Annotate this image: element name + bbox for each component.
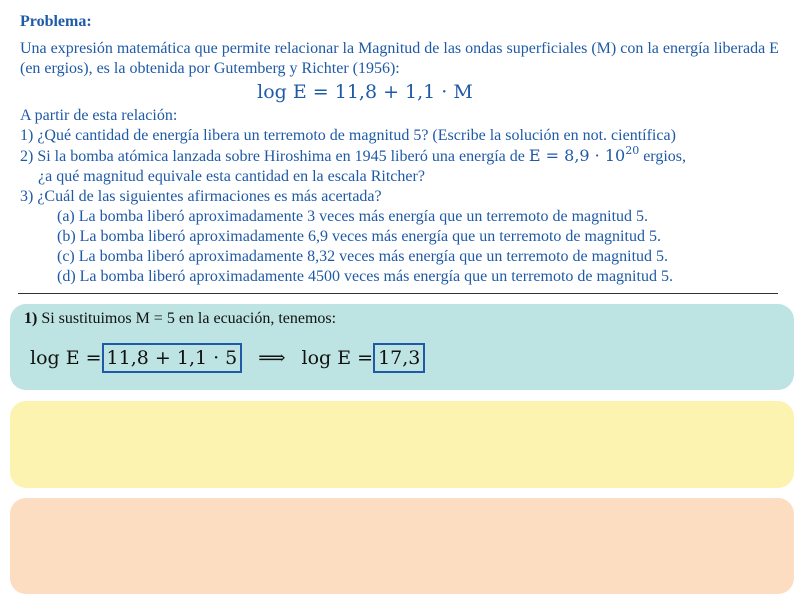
question-2-energy: $E = 8,9 \cdot 10^{20}$ xyxy=(528,144,640,165)
question-2-line2: ¿a qué magnitud equivale esta cantidad en la escala Ritcher? xyxy=(38,168,425,185)
question-1: 1) ¿Qué cantidad de energía libera un terremoto de magnitud 5? (Escribe la solución en not. científica) xyxy=(20,127,676,144)
solution-lhs-2: log E = xyxy=(301,347,374,369)
answer-options xyxy=(20,207,790,287)
solution-1-text: 1) Si sustituimos M = 5 en la ecuación, tenemos: xyxy=(24,310,337,327)
problem-statement xyxy=(20,12,790,287)
option-c: (c) La bomba liberó aproximadamente 8,32 veces más energía que un terremoto de magnitud 5. xyxy=(57,248,669,265)
solution-1-label: 1) xyxy=(24,310,38,327)
gutenberg-richter-formula: log E = 11,8 + 1,1 · M xyxy=(257,81,473,103)
boxed-result: 17,3 xyxy=(373,343,425,373)
question-2-end: ergios, xyxy=(643,148,687,165)
formula-lhs: log E xyxy=(257,81,307,103)
option-d: (d) La bomba liberó aproximadamente 4500 veces más energía que un terremoto de magnitud 5. xyxy=(57,268,673,285)
option-b: (b) La bomba liberó aproximadamente 6,9 veces más energía que un terremoto de magnitud 5. xyxy=(57,228,661,245)
question-2 xyxy=(20,146,790,167)
problem-intro: Una expresión matemática que permite relacionar la Magnitud de las ondas superficiales (M) con la energía liberada E (en ergios), es la obtenida por Gutemberg y Richter (1956): xyxy=(20,40,779,77)
section-divider xyxy=(18,293,778,294)
formula-rhs: 11,8 + 1,1 · M xyxy=(334,81,473,103)
solution-box-3 xyxy=(10,498,794,594)
question-3: 3) ¿Cuál de las siguientes afirmaciones es más acertada? xyxy=(20,188,382,205)
question-2-start: 2) Si la bomba atómica lanzada sobre Hiroshima en 1945 liberó una energía de xyxy=(20,148,525,165)
solution-1-math xyxy=(30,343,425,373)
relation-lead: A partir de esta relación: xyxy=(20,107,178,124)
problem-title: Problema: xyxy=(20,13,92,30)
implies-arrow: ⟹ xyxy=(258,347,286,369)
solution-box-1 xyxy=(10,304,794,390)
boxed-expression: 11,8 + 1,1 · 5 xyxy=(102,343,243,373)
option-a: (a) La bomba liberó aproximadamente 3 veces más energía que un terremoto de magnitud 5. xyxy=(57,208,649,225)
solution-lhs-1: log E = xyxy=(30,347,102,369)
solution-box-2 xyxy=(10,401,794,488)
